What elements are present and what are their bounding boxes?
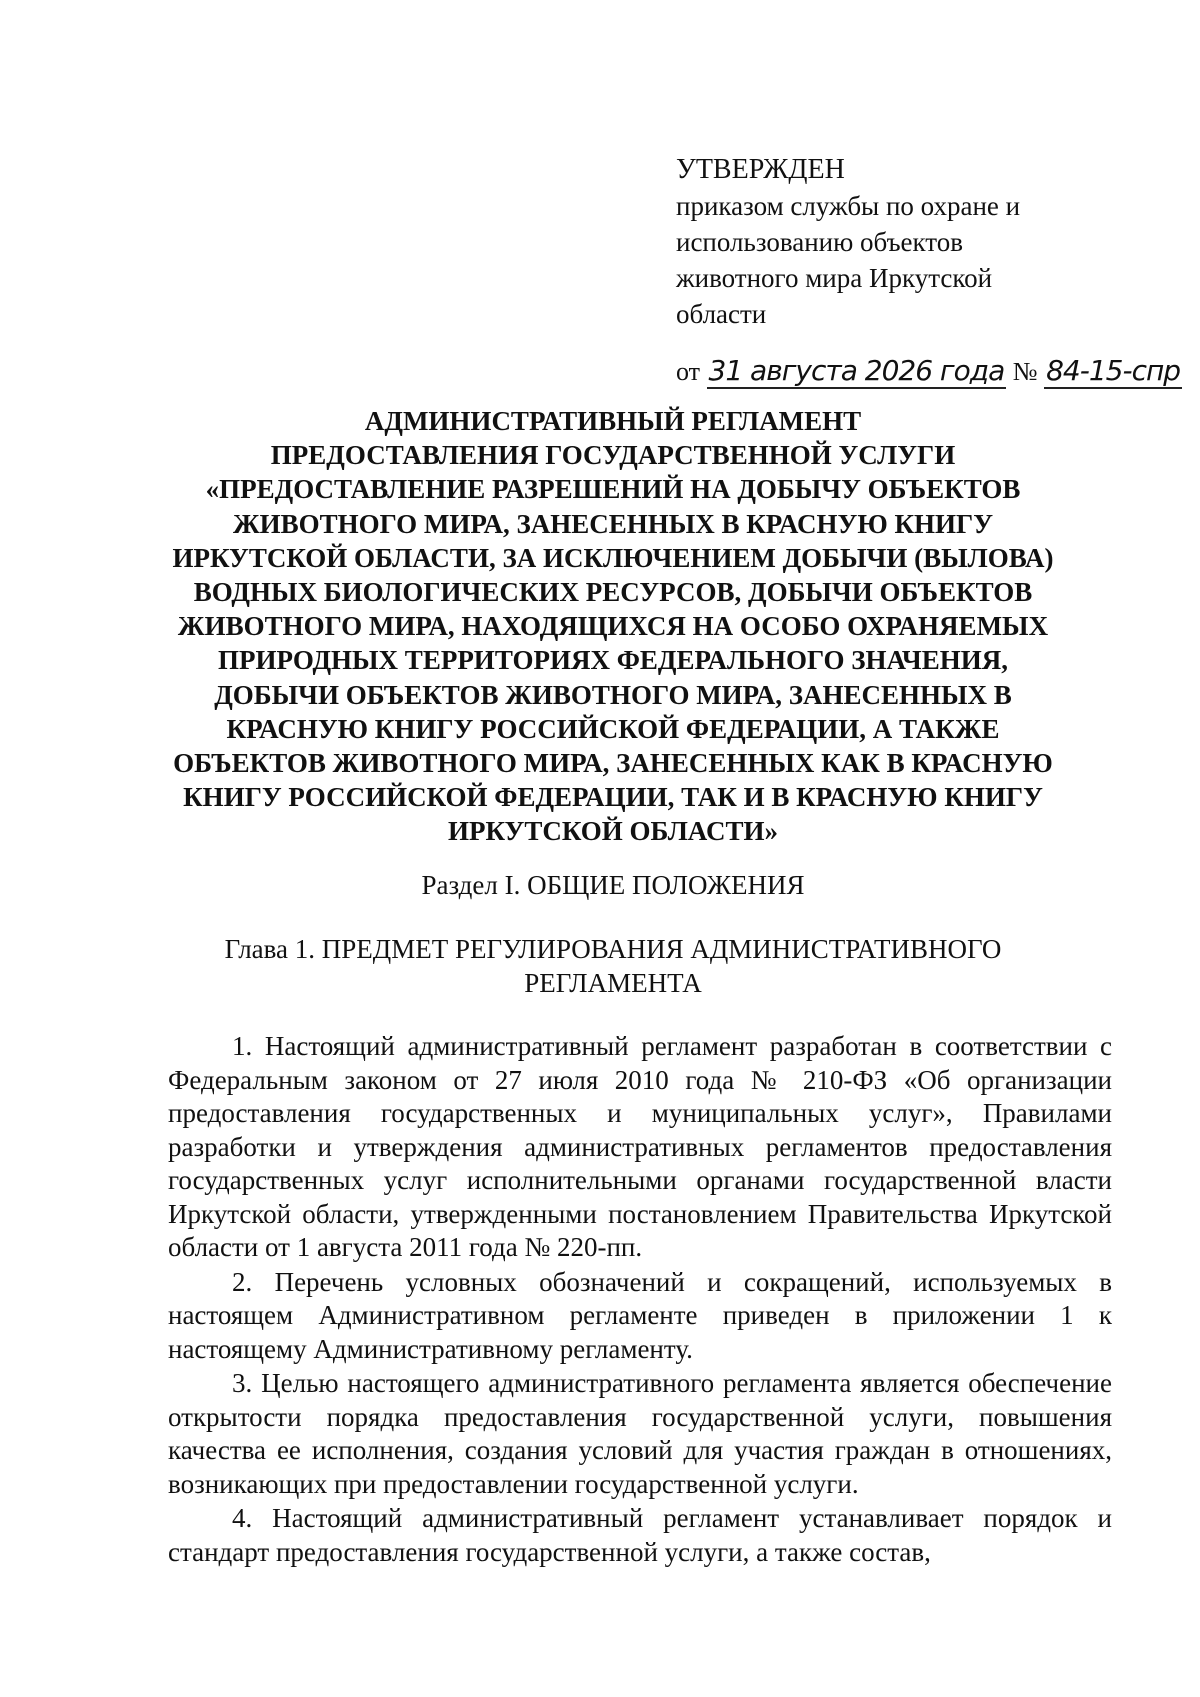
section-heading: Раздел I. ОБЩИЕ ПОЛОЖЕНИЯ — [421, 870, 805, 900]
paragraph-2: 2. Перечень условных обозначений и сокращений, используемых в настоящем Административном регламенте приведен в приложении 1 к настоящему Административному регламенту. — [168, 1266, 1112, 1364]
chapter-line: РЕГЛАМЕНТА — [524, 968, 702, 998]
paragraph-3: 3. Целью настоящего административного регламента является обеспечение открытости порядка предоставления государственной услуги, повышения качества ее исполнения, создания условий для участия граждан в отношениях, возникающих при предоставлении государственной услуги. — [168, 1368, 1112, 1499]
title-line: ДОБЫЧИ ОБЪЕКТОВ ЖИВОТНОГО МИРА, ЗАНЕСЕННЫХ В — [214, 679, 1012, 710]
from-label: от — [676, 357, 701, 386]
paragraph-4: 4. Настоящий административный регламент устанавливает порядок и стандарт предоставления государственной услуги, а также состав, — [168, 1503, 1112, 1567]
title-line: ЖИВОТНОГО МИРА, НАХОДЯЩИХСЯ НА ОСОБО ОХРАНЯЕМЫХ — [177, 611, 1049, 642]
title-line: «ПРЕДОСТАВЛЕНИЕ РАЗРЕШЕНИЙ НА ДОБЫЧУ ОБЪЕКТОВ — [205, 474, 1021, 505]
title-line: ПРИРОДНЫХ ТЕРРИТОРИЯХ ФЕДЕРАЛЬНОГО ЗНАЧЕНИЯ, — [217, 645, 1008, 676]
title-line: ВОДНЫХ БИОЛОГИЧЕСКИХ РЕСУРСОВ, ДОБЫЧИ ОБЪЕКТОВ — [193, 577, 1033, 608]
approval-line: использованию объектов — [676, 227, 963, 257]
title-line: КРАСНУЮ КНИГУ РОССИЙСКОЙ ФЕДЕРАЦИИ, А ТАКЖЕ — [226, 713, 1000, 744]
title-line: ИРКУТСКОЙ ОБЛАСТИ, ЗА ИСКЛЮЧЕНИЕМ ДОБЫЧИ (ВЫЛОВА) — [172, 542, 1054, 573]
title-line: ПРЕДОСТАВЛЕНИЯ ГОСУДАРСТВЕННОЙ УСЛУГИ — [270, 440, 956, 471]
approval-title: УТВЕРЖДЕН — [676, 154, 845, 185]
approval-line: приказом службы по охране и — [676, 191, 1021, 221]
approval-date-number — [676, 354, 1181, 387]
document-body — [168, 1030, 1112, 1569]
title-line: ЖИВОТНОГО МИРА, ЗАНЕСЕННЫХ В КРАСНУЮ КНИГУ — [232, 508, 994, 539]
approval-block — [676, 152, 1116, 332]
approval-line: области — [676, 299, 767, 329]
handwritten-number: 84-15-спр — [1046, 354, 1181, 387]
title-line: ИРКУТСКОЙ ОБЛАСТИ» — [448, 816, 778, 847]
handwritten-date: 31 августа 2026 года — [708, 354, 1005, 387]
chapter-heading — [150, 932, 1076, 1000]
title-line: АДМИНИСТРАТИВНЫЙ РЕГЛАМЕНТ — [364, 406, 862, 436]
document-title — [150, 404, 1076, 849]
paragraph-1: 1. Настоящий административный регламент разработан в соответствии с Федеральным законом от 27 июля 2010 года № 210-ФЗ «Об организации предоставления государственных и муниципальных услуг», Правилами разработки и утверждения административных регламентов предоставления государственных услуг исполнительными органами государственной власти Иркутской области, утвержденными постановлением Правительства Иркутской области от 1 августа 2011 года № 220-пп. — [168, 1031, 1112, 1262]
approval-line: животного мира Иркутской — [676, 263, 993, 293]
chapter-line: Глава 1. ПРЕДМЕТ РЕГУЛИРОВАНИЯ АДМИНИСТРАТИВНОГО — [224, 934, 1002, 964]
title-line: ОБЪЕКТОВ ЖИВОТНОГО МИРА, ЗАНЕСЕННЫХ КАК В КРАСНУЮ — [173, 748, 1053, 779]
number-label: № — [1012, 357, 1038, 386]
title-line: КНИГУ РОССИЙСКОЙ ФЕДЕРАЦИИ, ТАК И В КРАСНУЮ КНИГУ — [183, 782, 1043, 813]
